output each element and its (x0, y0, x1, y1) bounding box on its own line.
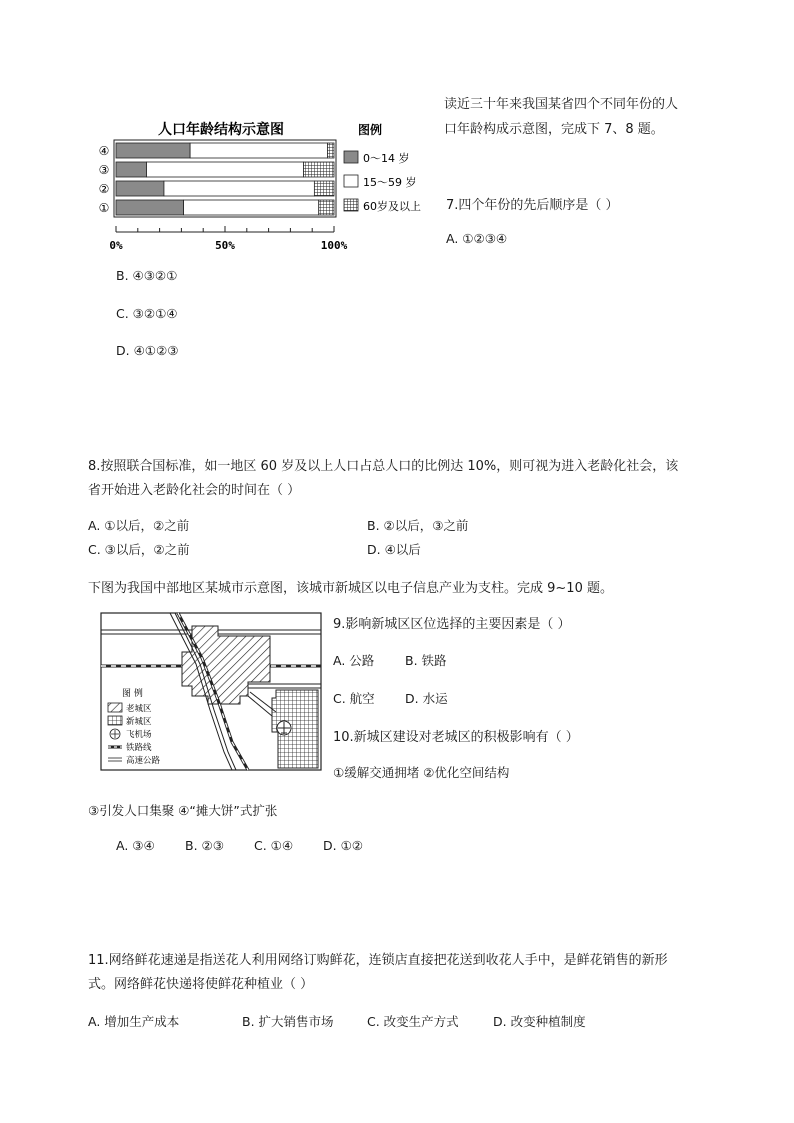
q7-option-d[interactable]: D. ④①②③ (116, 343, 179, 358)
chart-category-label: ③ (98, 163, 110, 177)
q9-option-a[interactable]: A. 公路 (333, 653, 375, 668)
chart-bar-segment (314, 181, 334, 196)
q10-option-a[interactable]: A. ③④ (116, 838, 155, 853)
chart-x-tick-label: 100% (320, 239, 348, 252)
q7-stem: 7.四个年份的先后顺序是（ ） (446, 198, 619, 213)
q11-option-c[interactable]: C. 改变生产方式 (367, 1014, 459, 1029)
q10-option-c[interactable]: C. ①④ (254, 838, 294, 853)
chart-x-tick-label: 50% (215, 239, 235, 252)
q8-option-d[interactable]: D. ④以后 (367, 542, 421, 557)
chart-bar-segment (116, 200, 184, 215)
q7-option-c[interactable]: C. ③②①④ (116, 306, 178, 321)
population-age-chart (86, 114, 436, 259)
chart-bar-segment (116, 143, 190, 158)
chart-legend-swatch (344, 151, 358, 163)
chart-legend-label: 60岁及以上 (363, 200, 421, 213)
chart-category-label: ① (98, 201, 110, 215)
city-map (100, 612, 330, 772)
legend-highway-label: 高速公路 (126, 756, 161, 766)
legend-new-city-swatch (108, 716, 122, 725)
chart-bar-segment (319, 200, 334, 215)
q10-option-b[interactable]: B. ②③ (185, 838, 224, 853)
q11-option-b[interactable]: B. 扩大销售市场 (242, 1014, 334, 1029)
q7-option-b[interactable]: B. ④③②① (116, 268, 178, 283)
intro-78-line2: 口年龄构成示意图，完成下 7、8 题。 (444, 122, 664, 137)
chart-category-label: ④ (98, 144, 110, 158)
q9-stem: 9.影响新城区区位选择的主要因素是（ ） (333, 617, 571, 632)
q7-option-a[interactable]: A. ①②③④ (446, 231, 508, 246)
chart-category-label: ② (98, 182, 110, 196)
map-legend-title: 图 例 (122, 689, 143, 699)
q10-statements-1-2: ①缓解交通拥堵 ②优化空间结构 (333, 765, 510, 780)
chart-legend-label: 0～14 岁 (363, 152, 410, 165)
intro-910: 下图为我国中部地区某城市示意图，该城市新城区以电子信息产业为支柱。完成 9~10 题。 (88, 581, 613, 596)
chart-bar-segment (147, 162, 304, 177)
q8-option-c[interactable]: C. ③以后，②之前 (88, 542, 190, 557)
chart-x-tick-label: 0% (109, 239, 123, 252)
legend-airport-label: 飞机场 (126, 730, 152, 740)
chart-bar-segment (184, 200, 319, 215)
chart-legend-swatch (344, 199, 358, 211)
chart-bar-segment (116, 181, 164, 196)
chart-legend-title: 图例 (358, 123, 383, 137)
q8-option-a[interactable]: A. ①以后，②之前 (88, 518, 190, 533)
legend-railway-label: 铁路线 (126, 743, 152, 753)
chart-bar-segment (164, 181, 314, 196)
chart-title: 人口年龄结构示意图 (158, 122, 284, 138)
q10-stem: 10.新城区建设对老城区的积极影响有（ ） (333, 730, 579, 745)
q9-option-d[interactable]: D. 水运 (405, 691, 448, 706)
q10-option-d[interactable]: D. ①② (323, 838, 363, 853)
legend-airport-icon (110, 729, 120, 739)
legend-new-city-label: 新城区 (126, 717, 152, 727)
chart-bar-segment (327, 143, 334, 158)
q11-stem-line1: 11.网络鲜花速递是指送花人利用网络订购鲜花，连锁店直接把花送到收花人手中，是鲜花销售的新形 (88, 953, 668, 968)
q8-option-b[interactable]: B. ②以后，③之前 (367, 518, 469, 533)
chart-legend-swatch (344, 175, 358, 187)
q11-stem-line2: 式。网络鲜花快递将使鲜花种植业（ ） (88, 977, 314, 992)
legend-old-city-swatch (108, 703, 122, 712)
chart-legend-label: 15～59 岁 (363, 176, 417, 189)
intro-78-line1: 读近三十年来我国某省四个不同年份的人 (444, 97, 679, 112)
q8-stem-line1: 8.按照联合国标准，如一地区 60 岁及以上人口占总人口的比例达 10%，则可视为进入老龄化社会，该 (88, 459, 679, 474)
q11-option-d[interactable]: D. 改变种植制度 (493, 1014, 586, 1029)
q9-option-b[interactable]: B. 铁路 (405, 653, 447, 668)
airport-icon (277, 721, 291, 735)
chart-bar-segment (116, 162, 147, 177)
q9-option-c[interactable]: C. 航空 (333, 691, 375, 706)
chart-bar-segment (190, 143, 327, 158)
q8-stem-line2: 省开始进入老龄化社会的时间在（ ） (88, 483, 301, 498)
chart-bar-segment (303, 162, 334, 177)
q10-statements-3-4: ③引发人口集聚 ④“摊大饼”式扩张 (88, 803, 278, 818)
legend-old-city-label: 老城区 (126, 704, 152, 714)
q11-option-a[interactable]: A. 增加生产成本 (88, 1014, 180, 1029)
